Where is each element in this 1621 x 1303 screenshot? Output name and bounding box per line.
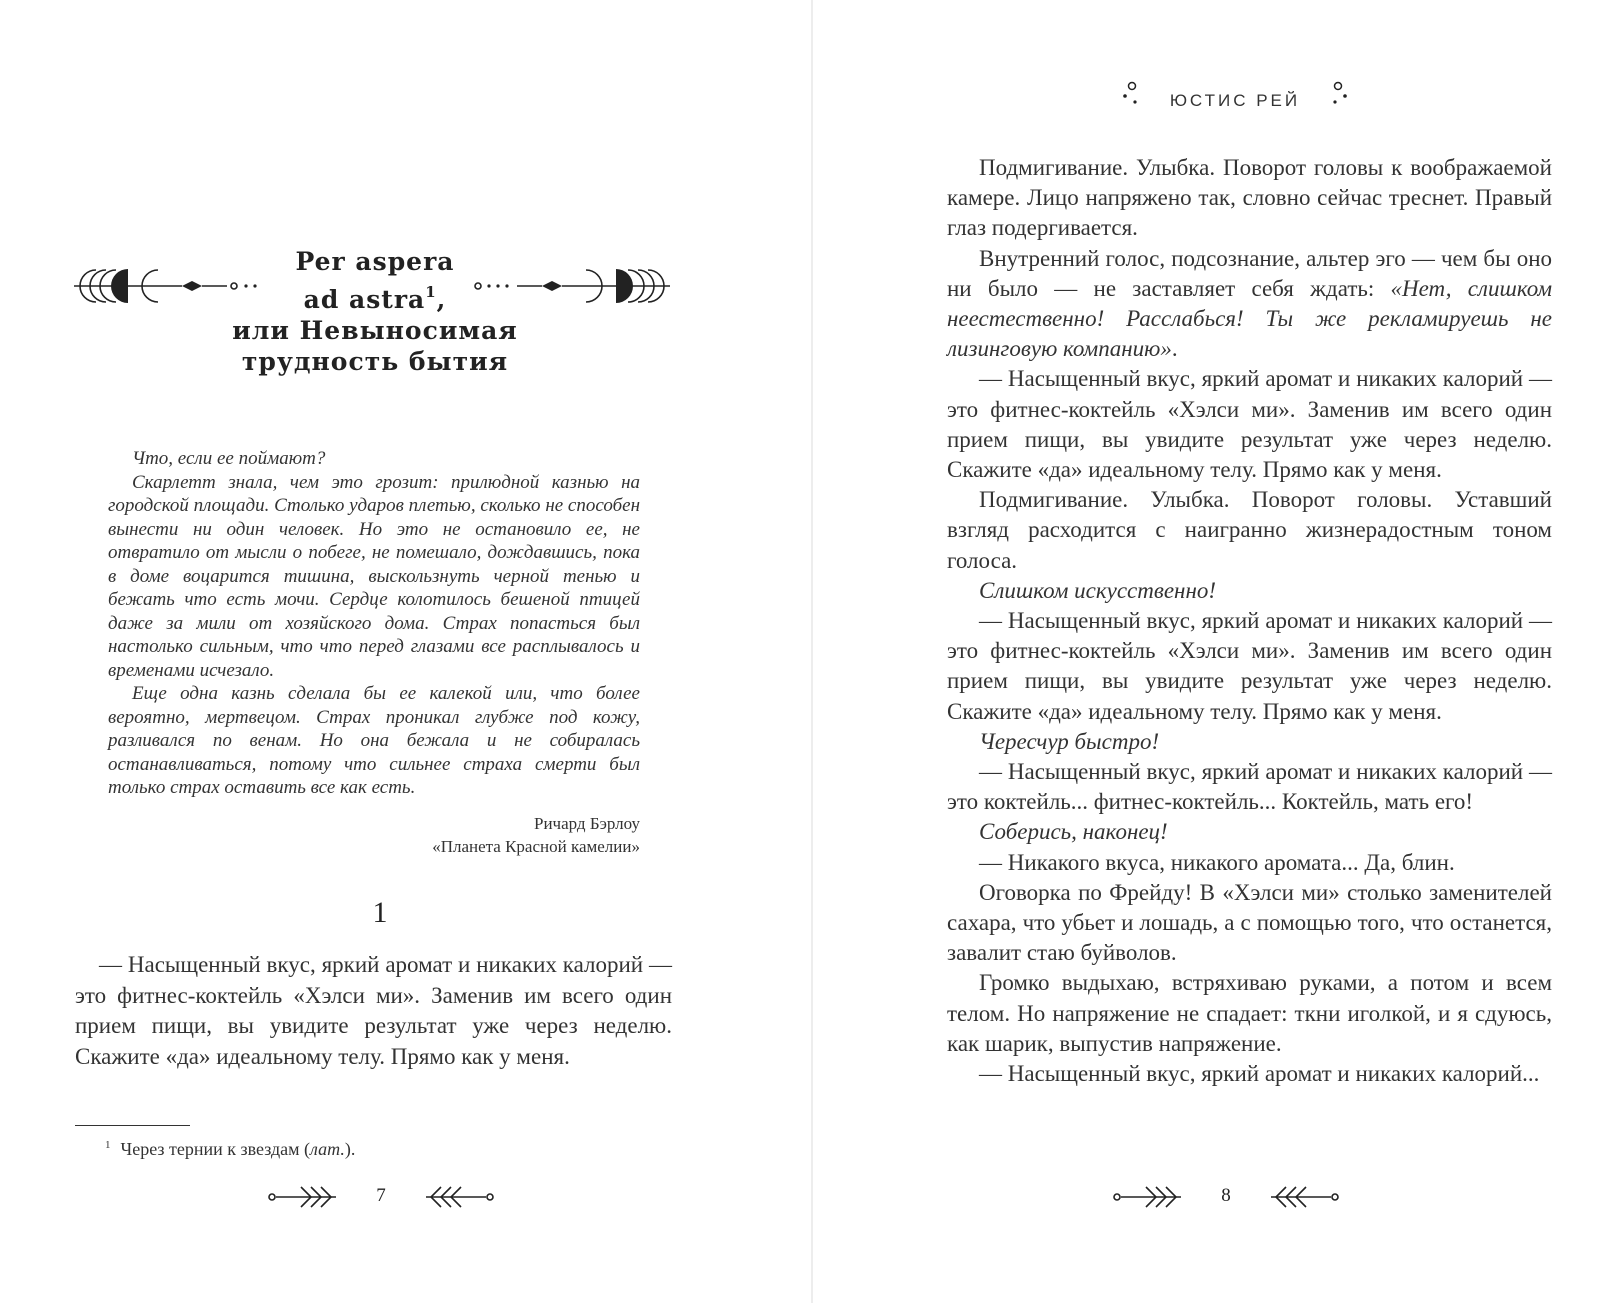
footnote-mark: 1 — [105, 1139, 111, 1151]
page-number-right — [1111, 1183, 1341, 1213]
chapter-title — [190, 246, 560, 377]
body-paragraph — [947, 606, 1552, 727]
chapter-title-latin: ad astra — [303, 285, 426, 314]
paragraph-text: Оговорка по Фрейду! В «Хэлси ми» столько заменителей сахара, что убьет и лошадь, а с помощью того, что останется, завалит стаю буйволов. — [947, 879, 1552, 966]
footnote — [105, 1133, 665, 1161]
paragraph-text: Внутренний голос, подсознание, альтер эго — чем бы оно ни было — не заставляет себя ждать: — [947, 245, 1552, 301]
inner-voice-text: «Нет, слишком неестественно! Расслабься! Ты же рекламируешь не лизинговую компанию» — [947, 275, 1553, 362]
footnote-divider — [75, 1125, 190, 1126]
footnote-text: Через тернии к звездам ( — [120, 1139, 311, 1159]
body-paragraph: — Насыщенный вкус, яркий аромат и никаких калорий — это фитнес-коктейль «Хэлси ми». Заменив им всего один прием пищи, вы увидите результат уже через неделю. Скажите «да» идеальному телу. Прямо как у меня. — [75, 952, 672, 1069]
running-head-author: ЮСТИС РЕЙ — [1169, 91, 1301, 110]
page-number: 8 — [1221, 1185, 1231, 1206]
paragraph-text: — Насыщенный вкус, яркий аромат и никаких калорий... — [979, 1061, 1540, 1087]
inner-voice-text: Соберись, наконец! — [979, 819, 1168, 845]
paragraph-punctuation: . — [1171, 336, 1178, 362]
chapter-title-comma: , — [436, 285, 447, 314]
body-paragraph — [947, 576, 1552, 606]
chapter-title-line-2 — [190, 277, 560, 315]
body-paragraph — [947, 727, 1552, 757]
paragraph-text: — Насыщенный вкус, яркий аромат и никаких калорий — это фитнес-коктейль «Хэлси ми». Заменив им всего один прием пищи, вы увидите результат уже через неделю. Скажите «да» идеальному телу. Прямо как у меня. — [947, 608, 1552, 724]
paragraph-text: Подмигивание. Улыбка. Поворот головы. Уставший взгляд расходится с наигранно жизнерадостным тоном голоса. — [947, 487, 1552, 573]
chapter-title-line-3: или Невыносимая — [232, 316, 518, 345]
body-paragraph — [947, 364, 1552, 485]
inner-voice-text: Чересчур быстро! — [979, 728, 1160, 754]
paragraph-text: — Насыщенный вкус, яркий аромат и никаких калорий — это фитнес-коктейль «Хэлси ми». Заменив им всего один прием пищи, вы увидите результат уже через неделю. Скажите «да» идеальному телу. Прямо как у меня. — [947, 366, 1552, 483]
paragraph-text: — Насыщенный вкус, яркий аромат и никаких калорий — это коктейль... фитнес-коктейль... Коктейль, мать его! — [947, 759, 1552, 815]
epigraph-paragraph: Что, если ее поймают? — [132, 448, 326, 469]
body-paragraph — [947, 153, 1552, 244]
body-paragraph — [947, 817, 1552, 847]
right-page — [813, 0, 1621, 1303]
epigraph-paragraph: Еще одна казнь сделала бы ее калекой или, что более вероятно, мертвецом. Страх проникал глубже под кожу, разливался по венам. Но она бежала и не собиралась останавливаться, потому что сильнее страха смерти был только страх оставить все как есть. — [108, 683, 640, 798]
body-paragraph — [947, 485, 1552, 576]
footnote-text-end: ). — [344, 1139, 356, 1159]
page-number: 7 — [376, 1185, 386, 1206]
epigraph-attribution — [300, 812, 640, 858]
paragraph-text: Подмигивание. Улыбка. Поворот головы к воображаемой камере. Лицо напряжено так, словно сейчас треснет. Правый глаз подергивается. — [947, 155, 1552, 241]
chapter-title-line-1: Per aspera — [295, 247, 455, 276]
chapter-number: 1 — [372, 896, 388, 929]
body-text — [75, 950, 672, 1072]
epigraph-author: Ричард Бэрлоу — [534, 814, 640, 833]
footnote-abbreviation: лат. — [310, 1139, 345, 1159]
epigraph-source: «Планета Красной камелии» — [432, 837, 640, 856]
inner-voice-text: Слишком искусственно! — [979, 577, 1217, 603]
running-head — [1120, 79, 1350, 115]
body-text — [947, 153, 1552, 1089]
body-paragraph — [947, 878, 1552, 969]
body-paragraph — [947, 968, 1552, 1059]
page-number-left — [266, 1183, 496, 1213]
paragraph-text: Громко выдыхаю, встряхиваю руками, а потом и всем телом. Но напряжение не спадает: ткни иголкой, и я сдуюсь, как шарик, выпустив напряжение. — [947, 970, 1552, 1056]
epigraph — [108, 447, 640, 800]
paragraph-text: — Никакого вкуса, никакого аромата... Да, блин. — [979, 849, 1455, 875]
chapter-title-line-4: трудность бытия — [241, 347, 509, 376]
body-paragraph — [947, 244, 1552, 365]
footnote-reference: 1 — [425, 283, 437, 301]
epigraph-paragraph: Скарлетт знала, чем это грозит: прилюдной казнью на городской площади. Столько ударов плетью, сколько не способен вынести ни один человек. Но это не остановило ее, не отвратило от мысли о побеге, не помешало, дождавшись, пока в доме воцарится тишина, выскользнуть черной тенью и бежать что есть мочи. Сердце колотилось бешеной птицей даже за мили от хозяйского дома. Страх попасться был настолько сильным, что что перед глазами все расплывалось и временами исчезало. — [108, 471, 640, 681]
body-paragraph — [947, 757, 1552, 817]
body-paragraph — [947, 848, 1552, 878]
body-paragraph — [947, 1059, 1552, 1089]
